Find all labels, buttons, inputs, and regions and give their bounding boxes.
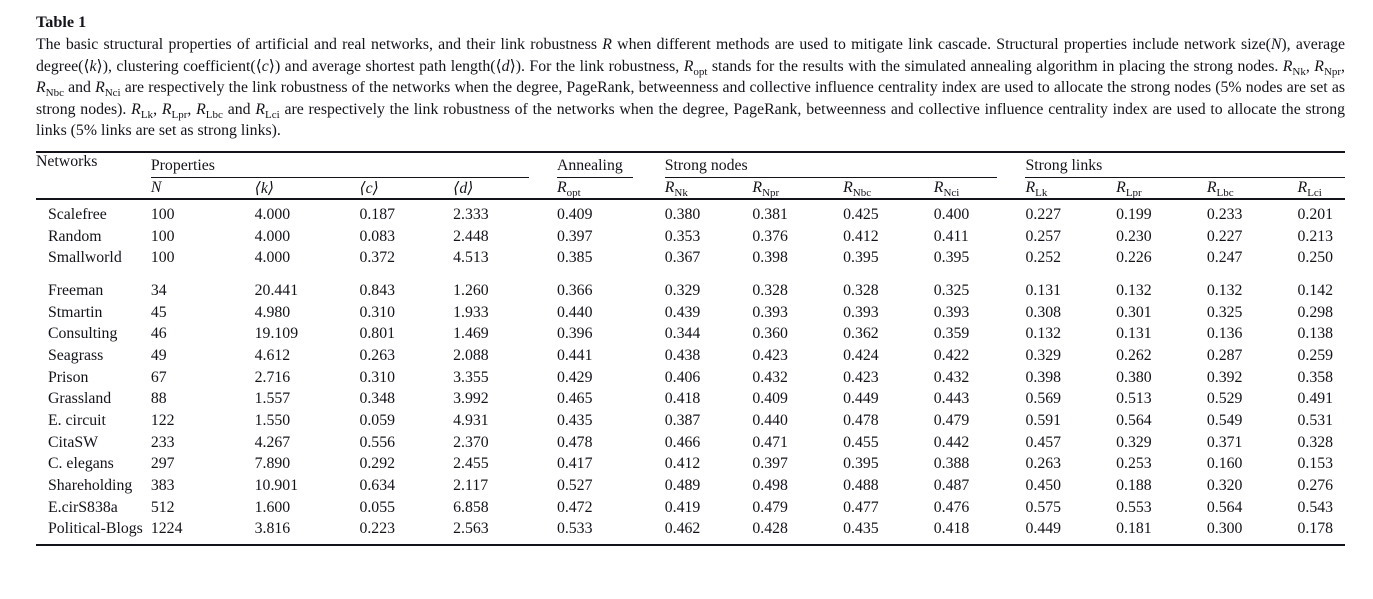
value-cell: 383 [150,477,175,495]
value-cell: 0.419 [664,498,701,516]
value-cell: 1.550 [254,412,291,429]
value-cell: 0.252 [1025,249,1062,267]
value-cell: 0.634 [359,477,395,495]
table-row-prison [36,367,1345,389]
value-cell: 0.440 [556,303,593,321]
network-name-cell: Prison [48,368,89,386]
column-header-R-Lci: $R_{Lci}$ [1298,178,1345,199]
value-cell: 0.371 [1206,433,1243,451]
value-cell: 0.462 [664,520,701,538]
value-cell: 0.292 [359,455,395,473]
value-cell: 100 [150,249,175,267]
value-cell: 0.396 [556,325,593,343]
table-body [36,199,1345,545]
value-cell: 0.488 [843,477,879,495]
value-cell: 2.088 [453,346,489,364]
value-cell: 0.138 [1297,325,1334,343]
value-cell: 0.310 [359,303,395,321]
value-cell: 0.556 [359,433,395,451]
value-cell: 0.393 [752,303,788,321]
table-row-smallworld [36,247,1345,269]
value-cell: 1.260 [453,281,489,299]
value-cell: 1.933 [453,303,489,321]
value-cell: 0.441 [556,346,593,364]
value-cell: 0.466 [664,433,701,451]
network-name-cell: C. elegans [48,455,114,473]
value-cell: 0.801 [359,325,395,343]
value-cell: 0.226 [1116,249,1152,267]
value-cell: 0.417 [556,455,593,473]
network-name-cell: Freeman [48,281,104,299]
value-cell: 34 [150,281,167,299]
value-cell: 0.564 [1206,498,1243,516]
value-cell: 4.931 [453,412,489,429]
value-cell: 0.381 [752,205,788,223]
value-cell: 0.397 [556,227,593,245]
value-cell: 0.549 [1206,412,1243,429]
value-cell: 0.142 [1297,281,1334,299]
column-header-R-opt: $R_{opt}$ [557,178,665,199]
value-cell: 2.333 [453,205,489,223]
value-cell: 2.117 [453,477,489,495]
network-name-cell: CitaSW [48,433,99,451]
value-cell: 0.422 [933,346,970,364]
value-cell: 122 [150,412,175,429]
value-cell: 0.348 [359,390,395,408]
column-header-R-Lpr: $R_{Lpr}$ [1116,178,1207,199]
value-cell: 3.816 [254,520,291,538]
value-cell: 0.412 [843,227,879,245]
network-name-cell: Smallworld [48,249,122,267]
column-header-R-Npr: $R_{Npr}$ [752,178,843,199]
column-header-R-Nk: $R_{Nk}$ [665,178,753,199]
value-cell: 0.262 [1116,346,1152,364]
value-cell: 1.469 [453,325,489,343]
value-cell: 0.395 [933,249,970,267]
column-header-n: N [151,178,255,199]
value-cell: 1.600 [254,498,291,516]
column-group-header-strong-links: Strong links [1025,152,1345,178]
table-row-scalefree [36,199,1345,226]
value-cell: 0.287 [1206,346,1243,364]
value-cell: 0.329 [1116,433,1152,451]
table-row-seagrass [36,345,1345,367]
value-cell: 0.360 [752,325,788,343]
value-cell: 0.395 [843,249,879,267]
value-cell: 100 [150,205,175,223]
value-cell: 2.455 [453,455,489,473]
value-cell: 4.980 [254,303,291,321]
value-cell: 4.267 [254,433,291,451]
value-cell: 0.301 [1116,303,1152,321]
value-cell: 0.449 [1025,520,1062,538]
value-cell: 4.000 [254,249,291,267]
value-cell: 0.230 [1116,227,1152,245]
value-cell: 0.395 [843,455,879,473]
network-name-cell: Shareholding [48,477,133,495]
value-cell: 0.409 [556,205,593,223]
value-cell: 0.533 [556,520,593,538]
value-cell: 0.423 [843,368,879,386]
value-cell: 0.531 [1297,412,1334,429]
value-cell: 0.298 [1297,303,1334,321]
value-cell: 0.429 [556,368,593,386]
value-cell: 49 [150,346,167,364]
value-cell: 0.479 [933,412,970,429]
value-cell: 0.442 [933,433,970,451]
value-cell: 0.213 [1297,227,1334,245]
column-group-header-strong-nodes: Strong nodes [665,152,1026,178]
value-cell: 0.131 [1116,325,1152,343]
table-caption-title: Table 1 [36,13,87,31]
value-cell: 0.187 [359,205,395,223]
value-cell: 2.716 [254,368,291,386]
value-cell: 0.329 [1025,346,1062,364]
value-cell: 45 [150,303,167,321]
value-cell: 0.409 [752,390,788,408]
value-cell: 0.398 [752,249,788,267]
value-cell: 0.055 [359,498,395,516]
value-cell: 0.325 [933,281,970,299]
value-cell: 0.491 [1297,390,1334,408]
value-cell: 0.259 [1297,346,1334,364]
value-cell: 0.132 [1116,281,1152,299]
value-cell: 0.358 [1297,368,1334,386]
value-cell: 0.328 [843,281,879,299]
value-cell: 0.308 [1025,303,1062,321]
network-name-cell: Stmartin [48,303,103,321]
value-cell: 2.563 [453,520,489,538]
value-cell: 0.385 [556,249,593,267]
value-cell: 0.440 [752,412,788,429]
value-cell: 0.329 [664,281,701,299]
value-cell: 2.448 [453,227,489,245]
value-cell: 0.320 [1206,477,1243,495]
table-row-consulting [36,323,1345,345]
value-cell: 0.325 [1206,303,1243,321]
value-cell: 3.992 [453,390,489,408]
value-cell: 0.457 [1025,433,1062,451]
value-cell: 0.136 [1206,325,1243,343]
value-cell: 0.300 [1206,520,1243,538]
value-cell: 6.858 [453,498,489,516]
table-row-random [36,226,1345,248]
value-cell: 0.575 [1025,498,1062,516]
value-cell: 297 [150,455,175,473]
table-row-c-elegans [36,454,1345,476]
value-cell: 20.441 [254,281,299,299]
value-cell: 0.227 [1206,227,1243,245]
value-cell: 512 [150,498,175,516]
value-cell: 0.428 [752,520,788,538]
value-cell: 0.253 [1116,455,1152,473]
value-cell: 1224 [150,520,183,538]
column-header-networks: Networks [36,152,151,199]
table-row-stmartin [36,302,1345,324]
value-cell: 0.435 [843,520,879,538]
value-cell: 10.901 [254,477,299,495]
value-cell: 233 [150,433,175,451]
value-cell: 0.328 [752,281,788,299]
column-header-R-Lbc: $R_{Lbc}$ [1207,178,1298,199]
value-cell: 0.449 [843,390,879,408]
value-cell: 0.543 [1297,498,1334,516]
network-name-cell: Consulting [48,325,118,343]
value-cell: 0.310 [359,368,395,386]
value-cell: 0.424 [843,346,879,364]
value-cell: 0.353 [664,227,701,245]
value-cell: 0.376 [752,227,788,245]
table-head [36,152,1345,199]
table-row-citasw [36,432,1345,454]
value-cell: 4.612 [254,346,291,364]
column-header-d: ⟨d⟩ [453,178,557,199]
value-cell: 0.843 [359,281,395,299]
value-cell: 0.489 [664,477,701,495]
value-cell: 0.132 [1025,325,1062,343]
value-cell: 0.400 [933,205,970,223]
value-cell: 0.362 [843,325,879,343]
value-cell: 0.398 [1025,368,1062,386]
value-cell: 0.498 [752,477,788,495]
column-header-k: ⟨k⟩ [255,178,360,199]
value-cell: 0.513 [1116,390,1152,408]
value-cell: 0.367 [664,249,701,267]
value-cell: 0.181 [1116,520,1152,538]
value-cell: 0.199 [1116,205,1152,223]
value-cell: 0.223 [359,520,395,538]
value-cell: 0.439 [664,303,701,321]
value-cell: 0.393 [843,303,879,321]
network-name-cell: Grassland [48,390,112,408]
value-cell: 0.263 [1025,455,1062,473]
value-cell: 0.276 [1297,477,1334,495]
column-header-R-Nbc: $R_{Nbc}$ [843,178,934,199]
value-cell: 4.513 [453,249,489,267]
column-group-header-properties: Properties [151,152,557,178]
value-cell: 0.178 [1297,520,1334,538]
value-cell: 0.411 [933,227,969,245]
value-cell: 0.435 [556,412,593,429]
network-name-cell: E. circuit [48,412,106,429]
value-cell: 19.109 [254,325,299,343]
value-cell: 0.131 [1025,281,1062,299]
value-cell: 0.328 [1297,433,1334,451]
value-cell: 0.569 [1025,390,1062,408]
value-cell: 0.412 [664,455,701,473]
table-caption-text: The basic structural properties of artificial and real networks, and their link robustness R when different methods are used to mitigate link cascade. Structural properties include network size(N), average degree(⟨k⟩), clustering coefficient(⟨c⟩) and average shortest path length(⟨d⟩). For the link robustness, $R_{opt}$ stands for the results with the simulated annealing algorithm in placing the strong nodes. $R_{Nk}$, $R_{Npr}$, $R_{Nbc}$ and $R_{Nci}$ are respectively the link robustness of the networks when the degree, PageRank, betweenness and collective influence centrality index are used to allocate the strong nodes (5% nodes are set as strong nodes). $R_{Lk}$, $R_{Lpr}$, $R_{Lbc}$ and $R_{Lci}$ are respectively the link robustness of the networks when the degree, PageRank, betweenness and collective influence centrality index are used to allocate the strong links (5% links are set as strong links). [36,36,1345,140]
value-cell: 0.406 [664,368,701,386]
column-group-header-annealing: Annealing [557,152,665,178]
value-cell: 0.564 [1116,412,1152,429]
value-cell: 0.465 [556,390,593,408]
value-cell: 0.380 [1116,368,1152,386]
table-row-freeman [36,269,1345,302]
value-cell: 0.059 [359,412,395,429]
value-cell: 0.432 [933,368,970,386]
value-cell: 0.132 [1206,281,1243,299]
value-cell: 0.233 [1206,205,1243,223]
table-row-e-cirs838a [36,497,1345,519]
value-cell: 2.370 [453,433,489,451]
table-1 [36,151,1345,546]
value-cell: 88 [150,390,167,408]
value-cell: 0.250 [1297,249,1334,267]
value-cell: 0.438 [664,346,701,364]
value-cell: 0.527 [556,477,593,495]
value-cell: 0.372 [359,249,395,267]
value-cell: 0.443 [933,390,970,408]
table-row-grassland [36,388,1345,410]
value-cell: 0.455 [843,433,879,451]
value-cell: 0.344 [664,325,701,343]
value-cell: 0.188 [1116,477,1152,495]
value-cell: 0.418 [664,390,701,408]
value-cell: 0.476 [933,498,970,516]
table-row-political-blogs [36,519,1345,546]
value-cell: 0.227 [1025,205,1062,223]
value-cell: 0.472 [556,498,593,516]
value-cell: 0.263 [359,346,395,364]
value-cell: 4.000 [254,205,291,223]
value-cell: 0.479 [752,498,788,516]
value-cell: 0.153 [1297,455,1334,473]
value-cell: 4.000 [254,227,291,245]
value-cell: 7.890 [254,455,291,473]
value-cell: 3.355 [453,368,489,386]
network-name-cell: Random [48,227,102,245]
value-cell: 0.366 [556,281,593,299]
value-cell: 0.083 [359,227,395,245]
value-cell: 0.487 [933,477,970,495]
column-header-R-Nci: $R_{Nci}$ [934,178,1026,199]
network-name-cell: Political-Blogs [48,520,143,538]
value-cell: 0.432 [752,368,788,386]
value-cell: 0.478 [556,433,593,451]
column-header-R-Lk: $R_{Lk}$ [1025,178,1116,199]
value-cell: 0.387 [664,412,701,429]
value-cell: 0.423 [752,346,788,364]
value-cell: 46 [150,325,167,343]
value-cell: 0.425 [843,205,879,223]
column-header-c: ⟨c⟩ [359,178,453,199]
network-name-cell: E.cirS838a [48,498,118,516]
value-cell: 0.418 [933,520,970,538]
value-cell: 0.257 [1025,227,1062,245]
value-cell: 100 [150,227,175,245]
value-cell: 0.478 [843,412,879,429]
value-cell: 67 [150,368,167,386]
value-cell: 0.359 [933,325,970,343]
value-cell: 0.201 [1297,205,1334,223]
table-row-shareholding [36,475,1345,497]
value-cell: 0.247 [1206,249,1243,267]
value-cell: 0.393 [933,303,970,321]
value-cell: 0.553 [1116,498,1152,516]
value-cell: 0.388 [933,455,970,473]
value-cell: 1.557 [254,390,291,408]
value-cell: 0.392 [1206,368,1243,386]
value-cell: 0.591 [1025,412,1062,429]
value-cell: 0.471 [752,433,788,451]
network-name-cell: Seagrass [48,346,104,364]
value-cell: 0.477 [843,498,879,516]
value-cell: 0.529 [1206,390,1243,408]
network-name-cell: Scalefree [48,205,107,223]
value-cell: 0.397 [752,455,788,473]
value-cell: 0.160 [1206,455,1243,473]
value-cell: 0.380 [664,205,701,223]
value-cell: 0.450 [1025,477,1062,495]
table-row-e-circuit [36,410,1345,432]
